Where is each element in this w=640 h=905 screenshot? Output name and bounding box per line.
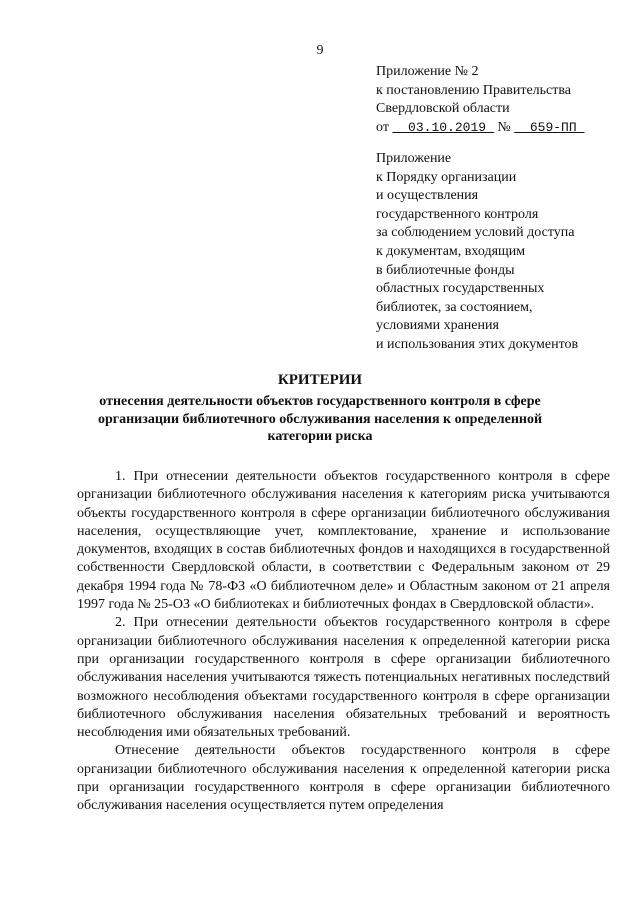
appendix-order-line: в библиотечные фонды — [376, 262, 515, 278]
appendix-order-line: библиотек, за состоянием, — [376, 299, 533, 315]
body-paragraph: 1. При отнесении деятельности объектов государственного контроля в сфере организации библиотечного обслуживания населения к категориям риска учитываются объекты государственного контроля в сфере организации библиотечного обслуживания населения, осуществляющие учет, комплектование, хранение и использование документов, входящих в состав библиотечных фондов и находящихся в государственной собственности Свердловской области, в соответствии с Федеральным законом от 29 декабря 1994 года № 78-ФЗ «О библиотечном деле» и Областным законом от 21 апреля 1997 года № 25-ОЗ «О библиотеках и библиотечных фондах в Свердловской области». — [77, 469, 610, 613]
appendix-order-line: к документам, входящим — [376, 243, 526, 259]
appendix-order-line: и осуществления — [376, 188, 479, 204]
document-date — [392, 120, 493, 135]
appendix-header-line: Приложение № 2 — [376, 64, 479, 79]
subtitle-line: категории риска — [267, 429, 373, 444]
appendix-order-line: условиями хранения — [376, 318, 499, 334]
date-prefix: от — [376, 119, 389, 135]
subtitle-line: организации библиотечного обслуживания населения к определенной — [97, 411, 543, 427]
appendix-header — [376, 63, 584, 137]
document-number-value: 659-ПП — [529, 119, 577, 135]
document-subtitle — [90, 393, 550, 446]
document-number — [514, 120, 584, 135]
body-paragraph: Отнесение деятельности объектов государственного контроля в сфере организации библиотечного обслуживания населения к определенной категории риска при организации государственного контроля в сфере организации библиотечного обслуживания населения осуществляется путем определения — [77, 743, 610, 814]
document-body — [77, 468, 610, 816]
appendix-order-block — [376, 150, 578, 355]
appendix-order-line: государственного контроля — [376, 206, 539, 222]
appendix-order-line: Приложение — [376, 151, 452, 166]
appendix-header-line: к постановлению Правительства — [376, 82, 572, 98]
document-date-value: 03.10.2019 — [408, 119, 487, 135]
appendix-order-line: к Порядку организации — [376, 169, 517, 185]
page-number: 9 — [316, 43, 324, 58]
appendix-order-line: областных государственных — [376, 281, 545, 297]
appendix-order-line: за соблюдением условий доступа — [376, 225, 575, 241]
subtitle-line: отнесения деятельности объектов государственного контроля в сфере — [99, 394, 541, 409]
appendix-header-line: Свердловской области — [376, 101, 510, 116]
number-prefix: № — [497, 119, 511, 135]
appendix-date-line — [376, 119, 584, 138]
document-title: КРИТЕРИИ — [277, 372, 363, 388]
appendix-order-line: и использования этих документов — [376, 336, 579, 352]
body-paragraph: 2. При отнесении деятельности объектов государственного контроля в сфере организации библиотечного обслуживания населения к определенной категории риска при организации государственного контроля в сфере организации библиотечного обслуживания населения учитываются тяжесть потенциальных негативных последствий возможного несоблюдения объектами государственного контроля в сфере организации библиотечного обслуживания населения обязательных требований и вероятность несоблюдения ими обязательных требований. — [77, 615, 610, 741]
